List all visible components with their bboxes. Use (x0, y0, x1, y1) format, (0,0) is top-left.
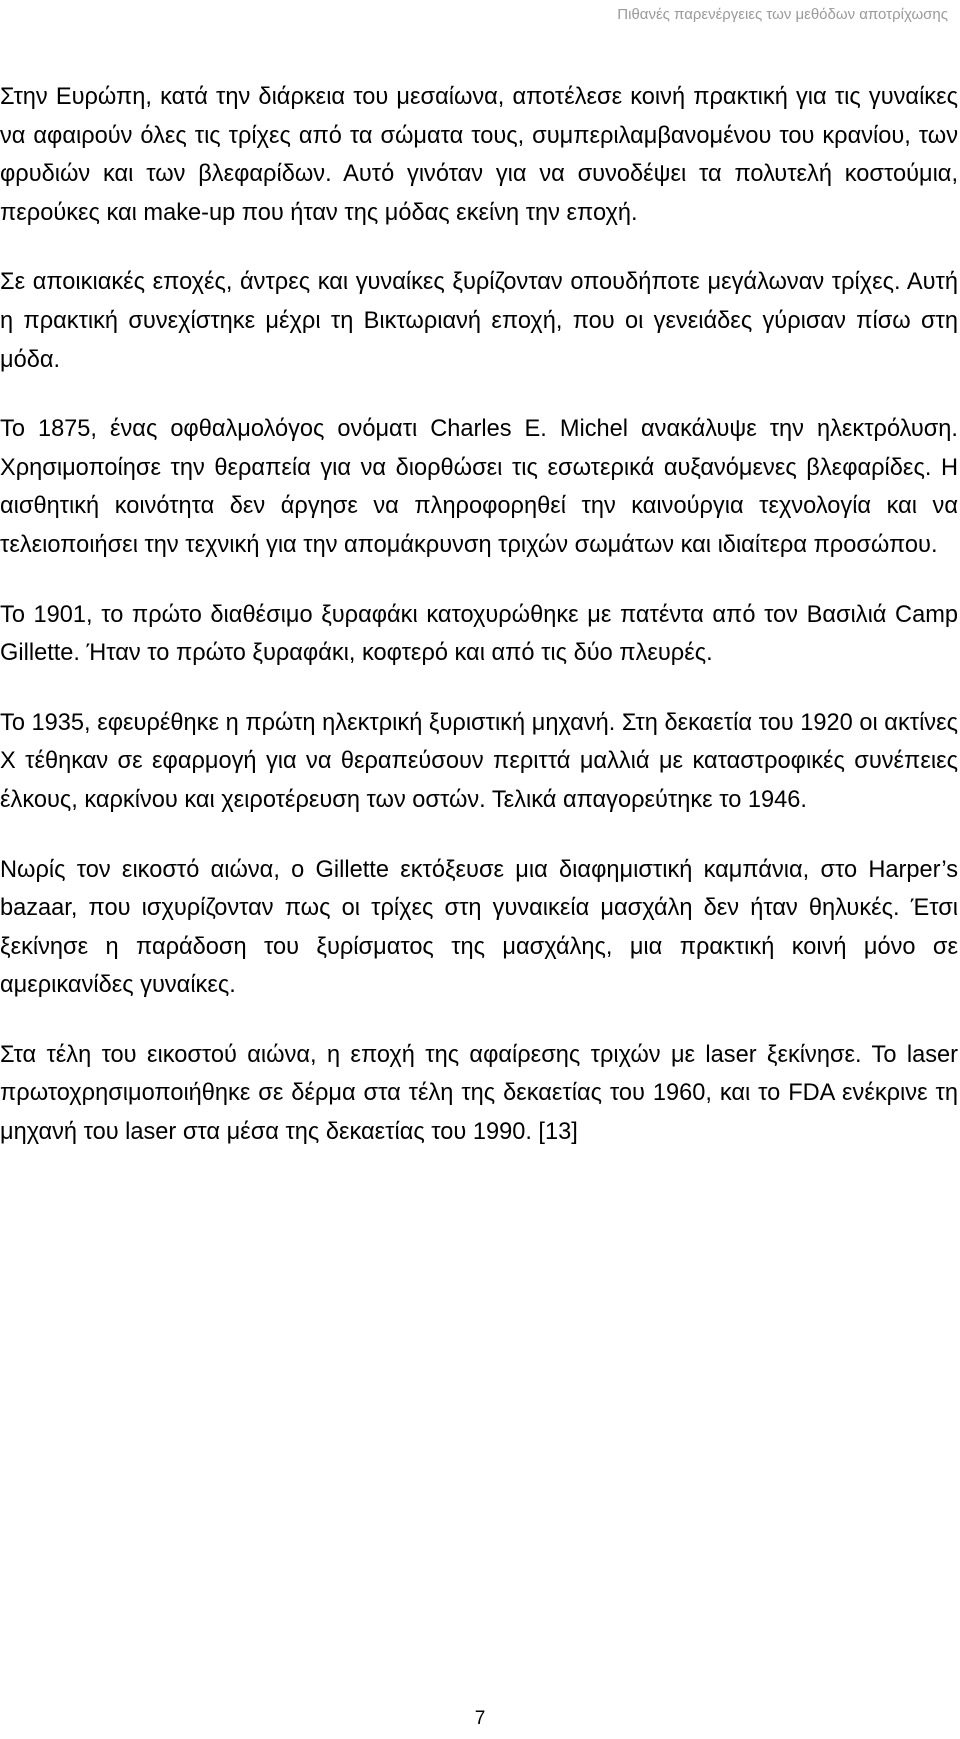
running-header-title: Πιθανές παρενέργειες των μεθόδων αποτρίχωσης (617, 6, 948, 23)
paragraph-electrolysis-1875: Το 1875, ένας οφθαλμολόγος ονόματι Charles E. Michel ανακάλυψε την ηλεκτρόλυση. Χρησιμοποίησε την θεραπεία για να διορθώσει τις εσωτερικά αυξανόμενες βλεφαρίδες. Η αισθητική κοινότητα δεν άργησε να πληροφορηθεί την καινούργια τεχνολογία και να τελειοποιήσει την τεχνική για την απομάκρυνση τριχών σωμάτων και ιδιαίτερα προσώπου. (0, 416, 958, 558)
paragraph-razor-1901: Το 1901, το πρώτο διαθέσιμο ξυραφάκι κατοχυρώθηκε με πατέντα από τον Βασιλιά Camp Gillette. Ήταν το πρώτο ξυραφάκι, κοφτερό και από τις δύο πλευρές. (0, 601, 958, 667)
paragraph-medieval-europe: Στην Ευρώπη, κατά την διάρκεια του μεσαίωνα, αποτέλεσε κοινή πρακτική για τις γυναίκες να αφαιρούν όλες τις τρίχες από τα σώματα τους, συμπεριλαμβανομένου του κρανίου, των φρυδιών και των βλεφαρίδων. Αυτό γινόταν για να συνοδέψει τα πολυτελή κοστούμια, περούκες και make-up που ήταν της μόδας εκείνη την εποχή. (0, 84, 958, 226)
document-body (0, 78, 958, 1183)
paragraph-colonial-times: Σε αποικιακές εποχές, άντρες και γυναίκες ξυρίζονταν οπουδήποτε μεγάλωναν τρίχες. Αυτή η πρακτική συνεχίστηκε μέχρι τη Βικτωριανή εποχή, που οι γενειάδες γύρισαν πίσω στη μόδα. (0, 269, 958, 373)
paragraph-laser-era: Στα τέλη του εικοστού αιώνα, η εποχή της αφαίρεσης τριχών με laser ξεκίνησε. Το laser πρωτοχρησιμοποιήθηκε σε δέρμα στα τέλη της δεκαετίας του 1960, και το FDA ενέκρινε τη μηχανή του laser στα μέσα της δεκαετίας του 1990. [13] (0, 1041, 958, 1146)
page-number: 7 (474, 1708, 486, 1729)
paragraph-gillette-campaign: Νωρίς τον εικοστό αιώνα, ο Gillette εκτόξευσε μια διαφημιστική καμπάνια, στο Harper’s bazaar, που ισχυρίζονταν πως οι τρίχες στη γυναικεία μασχάλη δεν ήταν θηλυκές. Έτσι ξεκίνησε η παράδοση του ξυρίσματος της μασχάλης, μια πρακτική κοινή μόνο σε αμερικανίδες γυναίκες. (0, 856, 958, 999)
paragraph-electric-shaver-1935: Το 1935, εφευρέθηκε η πρώτη ηλεκτρική ξυριστική μηχανή. Στη δεκαετία του 1920 οι ακτίνες Χ τέθηκαν σε εφαρμογή για να θεραπεύσουν περιττά μαλλιά με καταστροφικές συνέπειες έλκους, καρκίνου και χειροτέρευση των οστών. Τελικά απαγορεύτηκε το 1946. (0, 709, 958, 813)
